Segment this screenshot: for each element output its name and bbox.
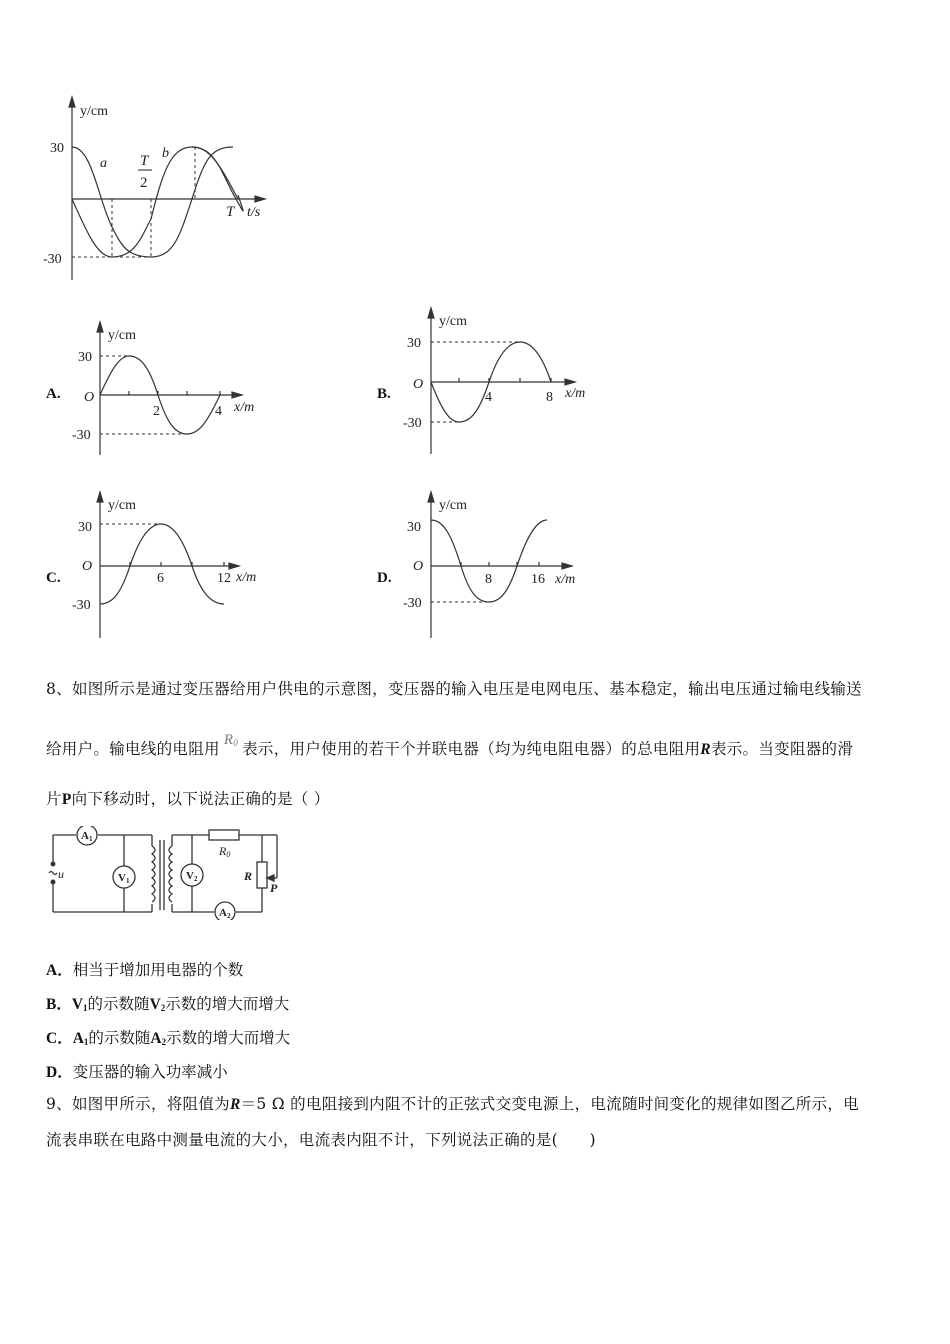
- option-c-y-min: -30: [72, 598, 91, 613]
- option-a-y-max: 30: [78, 350, 92, 365]
- wave-d: [431, 520, 547, 602]
- option-c-origin: O: [82, 559, 93, 574]
- q8-line-3: [46, 790, 330, 810]
- q8-choice-b-v1-sub: 1: [83, 1003, 88, 1013]
- option-b-letter[interactable]: B.: [377, 386, 391, 402]
- top-graph: [40, 95, 280, 285]
- q8-choice-d[interactable]: [46, 1060, 228, 1082]
- curve-b-label: b: [162, 146, 169, 161]
- transformer-circuit: [44, 826, 289, 920]
- option-b-origin: O: [413, 377, 424, 392]
- option-d-graph: [395, 490, 605, 640]
- q8-choice-a-label: A．: [46, 962, 73, 979]
- option-b-graph: [395, 306, 605, 456]
- option-c-y-label: y/cm: [108, 498, 136, 513]
- r-symbol: R: [700, 741, 711, 758]
- q8-choice-d-label: D．: [46, 1064, 73, 1081]
- option-a-graph: [62, 320, 272, 460]
- option-a-origin: O: [84, 390, 95, 405]
- wave-c: [100, 524, 224, 604]
- half-period-numerator: T: [140, 153, 149, 169]
- r-resistor-label: R: [244, 869, 253, 883]
- q8-choice-c-text-1: 的示数随: [88, 1029, 151, 1047]
- q9-r-symbol: R: [229, 1096, 241, 1113]
- option-d-x-label: x/m: [555, 572, 576, 587]
- q8-choice-c-text-2: 示数的增大而增大: [166, 1029, 291, 1047]
- q8-choice-b[interactable]: [46, 992, 289, 1014]
- option-a-y-min: -30: [72, 428, 91, 443]
- option-a-tick-2: 4: [215, 404, 222, 419]
- option-c-y-max: 30: [78, 520, 92, 535]
- option-d-y-min: -30: [403, 596, 422, 611]
- q8-choice-c-label: C．: [46, 1030, 73, 1047]
- a1-meter-label: A1: [81, 830, 93, 843]
- q8-line-2-part-2: 表示，用户使用的若干个并联电器（均为纯电阻电器）的总电阻用: [242, 740, 701, 758]
- option-c-graph: [62, 490, 282, 640]
- q8-choice-d-text: 变压器的输入功率减小: [72, 1063, 228, 1081]
- q9-line-1-part-1: 9、如图甲所示，将阻值为: [46, 1095, 230, 1113]
- q8-choice-c[interactable]: [46, 1026, 290, 1048]
- half-period-denominator: 2: [140, 175, 148, 191]
- option-d-y-label: y/cm: [439, 498, 467, 513]
- q8-line-1: [46, 680, 862, 699]
- option-d-tick-2: 16: [531, 572, 545, 587]
- q8-line-2-part-3: 表示。当变阻器的滑: [710, 740, 854, 758]
- q8-choice-a[interactable]: [46, 958, 243, 980]
- option-a-x-label: x/m: [234, 400, 255, 415]
- q9-line-1: [46, 1095, 859, 1115]
- r0-resistor-label: R0: [219, 844, 231, 859]
- curve-a: [72, 147, 233, 257]
- period-label: T: [226, 204, 235, 220]
- option-a-y-label: y/cm: [108, 328, 136, 343]
- option-a-letter[interactable]: A.: [46, 386, 61, 402]
- option-c-x-label: x/m: [236, 570, 257, 585]
- option-b-y-max: 30: [407, 336, 421, 351]
- q8-choice-b-v2-sub: 2: [160, 1003, 166, 1013]
- option-c-letter[interactable]: C.: [46, 570, 61, 586]
- option-d-y-max: 30: [407, 520, 421, 535]
- option-b-tick-1: 4: [485, 390, 492, 405]
- q8-choice-c-a2: A: [150, 1030, 162, 1047]
- top-y-min-tick: -30: [43, 252, 62, 267]
- top-y-max-tick: 30: [50, 141, 64, 156]
- option-b-x-label: x/m: [565, 386, 586, 401]
- r0-symbol-sub: 0: [233, 738, 239, 748]
- p-slider-label: P: [270, 881, 278, 895]
- option-b-tick-2: 8: [546, 390, 553, 405]
- q8-choice-c-a1: A: [72, 1030, 84, 1047]
- top-x-axis-label: t/s: [247, 205, 261, 220]
- q8-choice-b-label: B．: [46, 996, 72, 1013]
- q8-choice-b-v1: V: [71, 996, 84, 1013]
- option-b-y-label: y/cm: [439, 314, 467, 329]
- option-d-tick-1: 8: [485, 572, 492, 587]
- curve-a-label: a: [100, 156, 107, 171]
- r0-symbol-letter: R: [223, 732, 234, 748]
- option-c-tick-1: 6: [157, 571, 164, 586]
- option-d-origin: O: [413, 559, 424, 574]
- q9-line-1-part-2: ＝5 Ω 的电阻接到内阻不计的正弦式交变电源上，电流随时间变化的规律如图乙所示，电: [240, 1095, 859, 1113]
- v1-meter-label: V1: [118, 872, 130, 885]
- q8-choice-b-v2: V: [149, 996, 161, 1013]
- a2-meter-label: A2: [219, 907, 231, 920]
- top-y-axis-label: y/cm: [80, 104, 108, 119]
- option-b-y-min: -30: [403, 416, 422, 431]
- r0-symbol: [224, 732, 238, 748]
- q9-line-2: [46, 1131, 596, 1150]
- q9-line-2-text: 流表串联在电路中测量电流的大小，电流表内阻不计，下列说法正确的是( ): [46, 1131, 596, 1149]
- q8-line-3-part-1: 片: [46, 790, 62, 808]
- p-symbol: P: [61, 791, 72, 808]
- q8-choice-a-text: 相当于增加用电器的个数: [72, 961, 244, 979]
- q8-line-3-part-2: 向下移动时，以下说法正确的是（ ）: [71, 790, 330, 808]
- q8-choice-c-a2-sub: 2: [161, 1037, 167, 1047]
- option-c-tick-2: 12: [217, 571, 231, 586]
- q8-line-1-text: 8、如图所示是通过变压器给用户供电的示意图，变压器的输入电压是电网电压、基本稳定，输出电压通过输电线输送: [46, 680, 862, 698]
- option-a-tick-1: 2: [153, 404, 160, 419]
- q8-line-2-part-1: 给用户。输电线的电阻用: [46, 740, 220, 758]
- source-u-label: u: [58, 867, 64, 881]
- q8-line-2: [46, 732, 854, 760]
- q8-choice-b-text-2: 示数的增大而增大: [165, 995, 290, 1013]
- q8-choice-b-text-1: 的示数随: [87, 995, 150, 1013]
- q8-choice-c-a1-sub: 1: [83, 1037, 89, 1047]
- option-d-letter[interactable]: D.: [377, 570, 392, 586]
- v2-meter-label: V2: [186, 870, 198, 883]
